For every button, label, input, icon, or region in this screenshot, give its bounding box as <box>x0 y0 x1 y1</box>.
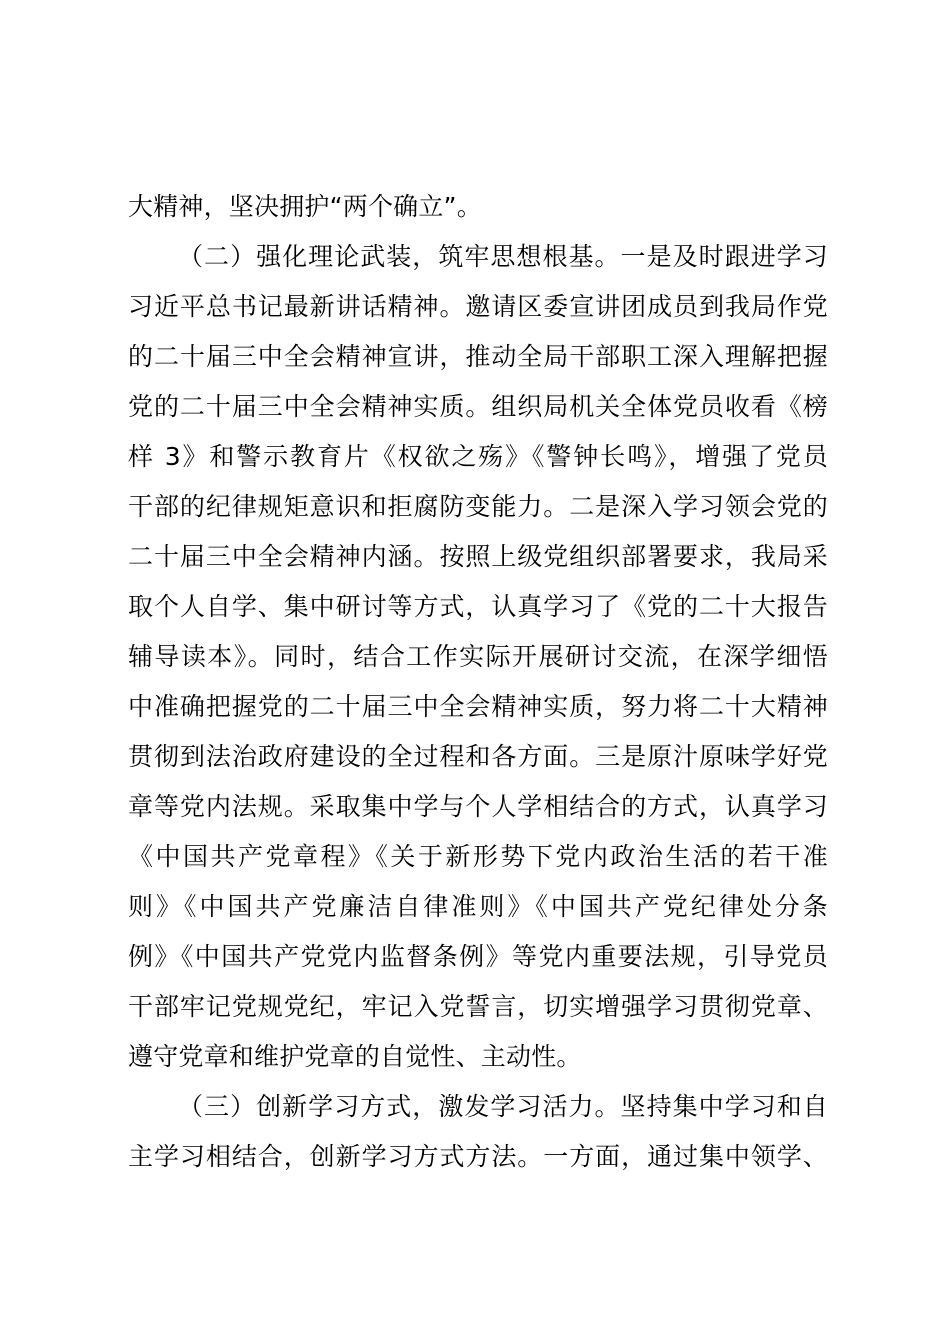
text-line: 中准确把握党的二十届三中全会精神实质，努力将二十大精神 <box>128 692 828 721</box>
text-line: 主学习相结合，创新学习方式方法。一方面，通过集中领学、 <box>128 1142 828 1171</box>
text-line: 《中国共产党章程》《关于新形势下党内政治生活的若干准 <box>128 842 828 871</box>
text-line: 样 3》和警示教育片《权欲之殇》《警钟长鸣》，增强了党员 <box>128 442 828 471</box>
text-line: 干部牢记党规党纪，牢记入党誓言，切实增强学习贯彻党章、 <box>128 992 828 1021</box>
text-line: 取个人自学、集中研讨等方式，认真学习了《党的二十大报告 <box>128 592 828 621</box>
text-line: 二十届三中全会精神内涵。按照上级党组织部署要求，我局采 <box>128 542 828 571</box>
text-line: 遵守党章和维护党章的自觉性、主动性。 <box>128 1042 582 1071</box>
text-line: 习近平总书记最新讲话精神。邀请区委宣讲团成员到我局作党 <box>128 292 828 321</box>
document-body <box>128 182 828 1182</box>
text-line: 章等党内法规。采取集中学与个人学相结合的方式，认真学习 <box>128 792 828 821</box>
text-line: 例》《中国共产党党内监督条例》等党内重要法规，引导党员 <box>128 942 828 971</box>
text-line: 辅导读本》。同时，结合工作实际开展研讨交流，在深学细悟 <box>128 642 828 671</box>
text-line: 的二十届三中全会精神宣讲，推动全局干部职工深入理解把握 <box>128 342 828 371</box>
text-line: （三）创新学习方式，激发学习活力。坚持集中学习和自 <box>178 1092 828 1121</box>
text-line: 则》《中国共产党廉洁自律准则》《中国共产党纪律处分条 <box>128 892 828 921</box>
text-line: （二）强化理论武装，筑牢思想根基。一是及时跟进学习 <box>178 242 828 271</box>
text-line: 党的二十届三中全会精神实质。组织局机关全体党员收看《榜 <box>128 392 828 421</box>
text-line: 干部的纪律规矩意识和拒腐防变能力。二是深入学习领会党的 <box>128 492 828 521</box>
text-line: 大精神，坚决拥护“两个确立”。 <box>128 192 482 221</box>
text-line: 贯彻到法治政府建设的全过程和各方面。三是原汁原味学好党 <box>128 742 828 771</box>
